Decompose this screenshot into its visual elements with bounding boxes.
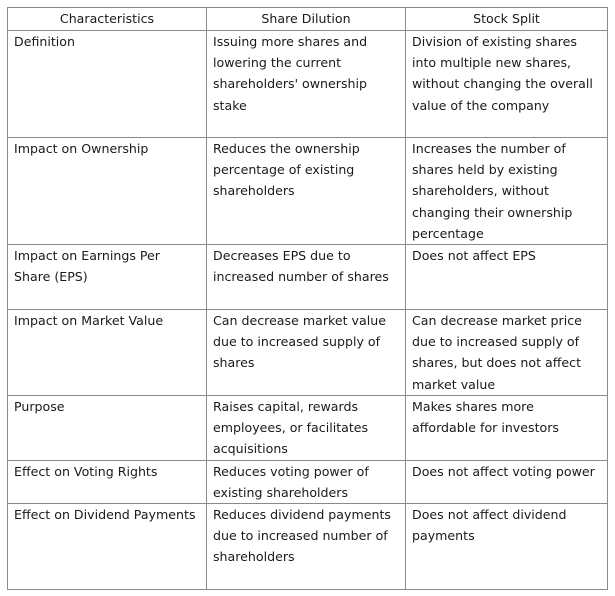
stock-split-cell: Does not affect EPS [406,245,608,310]
stock-split-cell: Increases the number of shares held by existing shareholders, without changing their ownership percentage [406,138,608,245]
share-dilution-cell: Reduces the ownership percentage of existing shareholders [207,138,406,245]
characteristic-cell: Purpose [8,396,207,461]
stock-split-cell: Does not affect voting power [406,460,608,503]
table-row [8,310,608,396]
stock-split-cell: Makes shares more affordable for investors [406,396,608,461]
comparison-table [7,7,608,590]
characteristic-cell: Effect on Voting Rights [8,460,207,503]
share-dilution-cell: Issuing more shares and lowering the current shareholders' ownership stake [207,31,406,138]
stock-split-cell: Can decrease market price due to increased supply of shares, but does not affect market value [406,310,608,396]
header-characteristics: Characteristics [8,8,207,31]
header-share-dilution: Share Dilution [207,8,406,31]
table-row [8,460,608,503]
table-row [8,138,608,245]
share-dilution-cell: Decreases EPS due to increased number of shares [207,245,406,310]
table-row [8,504,608,590]
share-dilution-cell: Raises capital, rewards employees, or facilitates acquisitions [207,396,406,461]
stock-split-cell: Division of existing shares into multiple new shares, without changing the overall value of the company [406,31,608,138]
share-dilution-cell: Can decrease market value due to increased supply of shares [207,310,406,396]
table-row [8,396,608,461]
characteristic-cell: Effect on Dividend Payments [8,504,207,590]
share-dilution-cell: Reduces dividend payments due to increased number of shareholders [207,504,406,590]
header-stock-split: Stock Split [406,8,608,31]
table-row [8,31,608,138]
characteristic-cell: Impact on Earnings Per Share (EPS) [8,245,207,310]
stock-split-cell: Does not affect dividend payments [406,504,608,590]
characteristic-cell: Definition [8,31,207,138]
characteristic-cell: Impact on Market Value [8,310,207,396]
share-dilution-cell: Reduces voting power of existing shareholders [207,460,406,503]
header-row [8,8,608,31]
characteristic-cell: Impact on Ownership [8,138,207,245]
table-row [8,245,608,310]
